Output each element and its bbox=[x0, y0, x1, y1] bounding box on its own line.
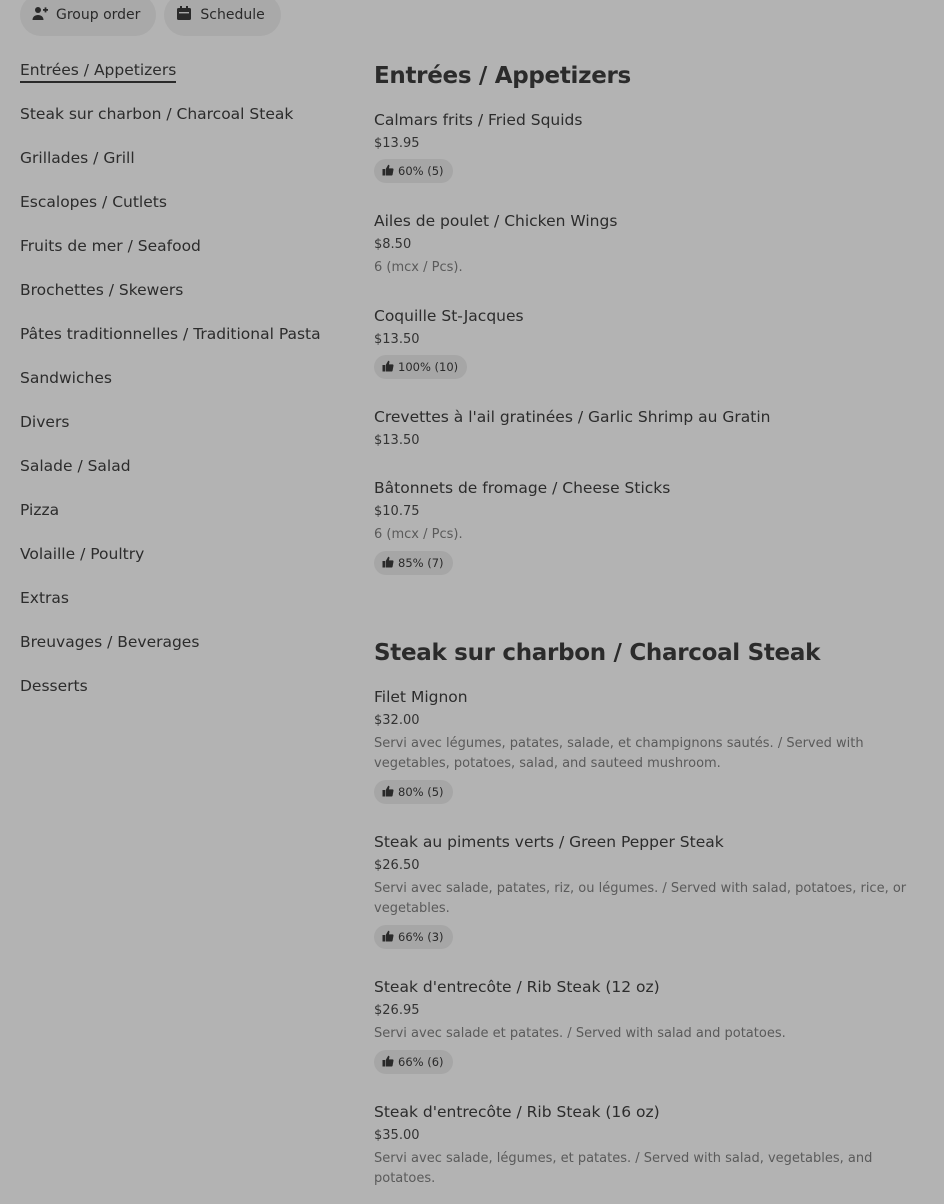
item-price: $35.00 bbox=[374, 1128, 420, 1143]
sidebar-item-cutlets[interactable]: Escalopes / Cutlets bbox=[20, 193, 167, 211]
item-name: Bâtonnets de fromage / Cheese Sticks bbox=[374, 479, 671, 497]
item-name: Calmars frits / Fried Squids bbox=[374, 111, 583, 129]
schedule-button[interactable] bbox=[164, 0, 280, 36]
category-sidebar bbox=[20, 58, 350, 718]
rating-badge bbox=[374, 780, 453, 804]
item-price: $13.50 bbox=[374, 332, 420, 347]
item-description: Servi avec légumes, patates, salade, et champignons sautés. / Served with vegetables, potatoes, salad, and sauteed mushroom. bbox=[374, 736, 864, 771]
rating-badge bbox=[374, 1050, 453, 1074]
thumbs-up-icon bbox=[382, 785, 394, 800]
menu-item[interactable] bbox=[374, 306, 934, 379]
item-price: $8.50 bbox=[374, 237, 412, 252]
menu-item[interactable] bbox=[374, 832, 934, 949]
section-spacer bbox=[374, 603, 934, 637]
item-name: Steak d'entrecôte / Rib Steak (16 oz) bbox=[374, 1103, 660, 1121]
menu-item[interactable] bbox=[374, 407, 934, 450]
rating-badge bbox=[374, 159, 453, 183]
sidebar-item-charcoal-steak[interactable]: Steak sur charbon / Charcoal Steak bbox=[20, 105, 294, 123]
rating-badge bbox=[374, 925, 453, 949]
sidebar-item-pasta[interactable]: Pâtes traditionnelles / Traditional Pasta bbox=[20, 325, 321, 343]
section-title: Entrées / Appetizers bbox=[374, 63, 631, 89]
item-name: Steak d'entrecôte / Rib Steak (12 oz) bbox=[374, 978, 660, 996]
item-description: Servi avec salade, patates, riz, ou légumes. / Served with salad, potatoes, rice, or vegetables. bbox=[374, 881, 907, 916]
sidebar-item-grill[interactable]: Grillades / Grill bbox=[20, 149, 135, 167]
sidebar-item-desserts[interactable]: Desserts bbox=[20, 677, 88, 695]
menu-item[interactable] bbox=[374, 687, 934, 804]
sidebar-item-poultry[interactable]: Volaille / Poultry bbox=[20, 545, 145, 563]
rating-text: 66% (3) bbox=[398, 930, 444, 944]
sidebar-item-seafood[interactable]: Fruits de mer / Seafood bbox=[20, 237, 201, 255]
item-price: $13.50 bbox=[374, 433, 420, 448]
rating-text: 80% (5) bbox=[398, 785, 444, 799]
menu-item[interactable] bbox=[374, 1102, 934, 1189]
calendar-icon bbox=[176, 5, 192, 25]
item-name: Steak au piments verts / Green Pepper Steak bbox=[374, 833, 724, 851]
person-add-icon bbox=[32, 5, 48, 25]
group-order-label: Group order bbox=[56, 7, 141, 23]
top-actions bbox=[20, 0, 281, 36]
sidebar-item-appetizers[interactable]: Entrées / Appetizers bbox=[20, 58, 350, 102]
rating-text: 66% (6) bbox=[398, 1055, 444, 1069]
sidebar-item-divers[interactable]: Divers bbox=[20, 413, 70, 431]
thumbs-up-icon bbox=[382, 164, 394, 179]
item-price: $26.50 bbox=[374, 858, 420, 873]
sidebar-item-extras[interactable]: Extras bbox=[20, 589, 69, 607]
item-description: 6 (mcx / Pcs). bbox=[374, 260, 463, 275]
menu-item[interactable] bbox=[374, 478, 934, 575]
item-name: Coquille St-Jacques bbox=[374, 307, 524, 325]
thumbs-up-icon bbox=[382, 556, 394, 571]
item-price: $32.00 bbox=[374, 713, 420, 728]
rating-badge bbox=[374, 355, 467, 379]
sidebar-item-beverages[interactable]: Breuvages / Beverages bbox=[20, 633, 200, 651]
menu-item[interactable] bbox=[374, 211, 934, 278]
item-name: Filet Mignon bbox=[374, 688, 468, 706]
menu-content bbox=[374, 60, 934, 1204]
rating-badge bbox=[374, 551, 453, 575]
thumbs-up-icon bbox=[382, 930, 394, 945]
rating-text: 60% (5) bbox=[398, 164, 444, 178]
item-price: $26.95 bbox=[374, 1003, 420, 1018]
rating-text: 100% (10) bbox=[398, 360, 459, 374]
item-name: Crevettes à l'ail gratinées / Garlic Shrimp au Gratin bbox=[374, 408, 771, 426]
sidebar-item-sandwiches[interactable]: Sandwiches bbox=[20, 369, 112, 387]
item-name: Ailes de poulet / Chicken Wings bbox=[374, 212, 618, 230]
menu-item[interactable] bbox=[374, 977, 934, 1074]
item-price: $10.75 bbox=[374, 504, 420, 519]
schedule-label: Schedule bbox=[200, 7, 265, 23]
section-title: Steak sur charbon / Charcoal Steak bbox=[374, 640, 821, 666]
item-description: Servi avec salade, légumes, et patates. / Served with salad, vegetables, and potatoes. bbox=[374, 1151, 873, 1186]
item-price: $13.95 bbox=[374, 136, 420, 151]
thumbs-up-icon bbox=[382, 1055, 394, 1070]
sidebar-item-skewers[interactable]: Brochettes / Skewers bbox=[20, 281, 184, 299]
item-description: Servi avec salade et patates. / Served with salad and potatoes. bbox=[374, 1026, 786, 1041]
item-description: 6 (mcx / Pcs). bbox=[374, 527, 463, 542]
sidebar-item-salad[interactable]: Salade / Salad bbox=[20, 457, 131, 475]
menu-item[interactable] bbox=[374, 110, 934, 183]
sidebar-item-pizza[interactable]: Pizza bbox=[20, 501, 60, 519]
group-order-button[interactable] bbox=[20, 0, 156, 36]
thumbs-up-icon bbox=[382, 360, 394, 375]
rating-text: 85% (7) bbox=[398, 556, 444, 570]
